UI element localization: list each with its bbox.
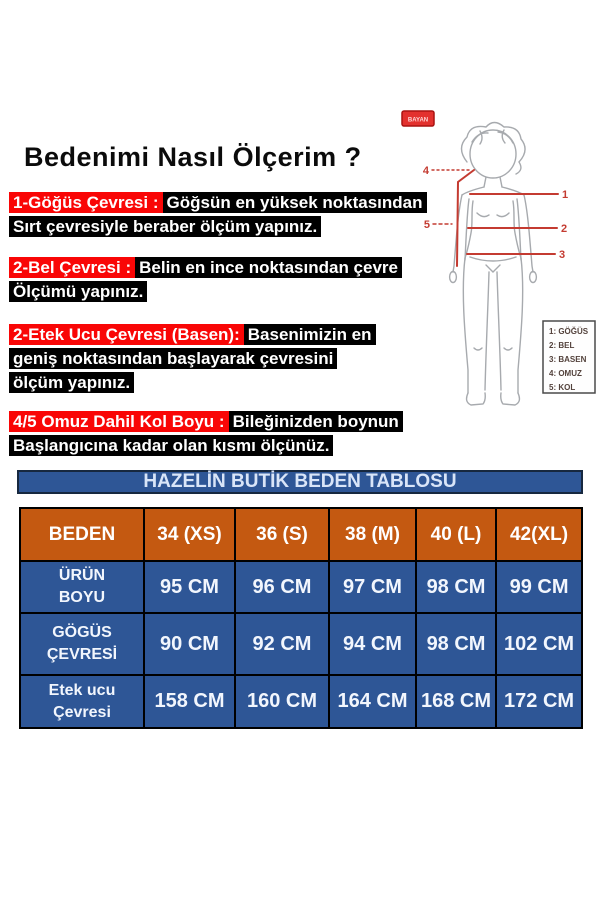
row-label: Etek ucu Çevresi: [20, 675, 144, 728]
instruction-line: [9, 324, 376, 345]
marker-3: 3: [559, 249, 566, 261]
size-table: [19, 507, 583, 729]
instruction-label: 2-Bel Çevresi :: [9, 257, 135, 278]
instruction-label: 4/5 Omuz Dahil Kol Boyu :: [9, 411, 229, 432]
size-cell: 168 CM: [416, 675, 496, 728]
instruction-text: ölçüm yapınız.: [9, 372, 134, 393]
instruction-line: [9, 257, 402, 278]
legend-item: 3: BASEN: [549, 355, 587, 364]
size-cell: 95 CM: [144, 561, 235, 613]
woman-outline-icon: [450, 123, 537, 406]
header-beden: BEDEN: [20, 508, 144, 561]
header-size-40: 40 (L): [416, 508, 496, 561]
instruction-text: Sırt çevresiyle beraber ölçüm yapınız.: [9, 216, 321, 237]
instruction-text: Ölçümü yapınız.: [9, 281, 147, 302]
size-cell: 98 CM: [416, 561, 496, 613]
row-urun-boyu: [20, 561, 582, 613]
legend-item: 2: BEL: [549, 341, 575, 350]
header-size-36: 36 (S): [235, 508, 329, 561]
bayan-badge: [402, 111, 434, 126]
size-cell: 96 CM: [235, 561, 329, 613]
instruction-line: [9, 372, 376, 393]
instruction-line: [9, 435, 403, 456]
legend-item: 5: KOL: [549, 383, 576, 392]
instruction-label: 2-Etek Ucu Çevresi (Basen):: [9, 324, 244, 345]
size-cell: 164 CM: [329, 675, 416, 728]
instruction-text: Bileğinizden boynun: [229, 411, 403, 432]
row-gogus-cevresi: [20, 613, 582, 675]
header-size-38: 38 (M): [329, 508, 416, 561]
instruction-kol-boyu: [9, 411, 403, 459]
instruction-text: geniş noktasından başlayarak çevresini: [9, 348, 337, 369]
size-cell: 102 CM: [496, 613, 582, 675]
svg-text:BAYAN: BAYAN: [407, 117, 429, 124]
marker-5: 5: [423, 219, 430, 231]
size-table-header-row: [20, 508, 582, 561]
instruction-line: [9, 192, 427, 213]
marker-4: 4: [422, 165, 429, 177]
page-title: Bedenimi Nasıl Ölçerim ?: [24, 142, 362, 172]
instruction-text: Göğsün en yüksek noktasından: [163, 192, 427, 213]
size-cell: 90 CM: [144, 613, 235, 675]
instruction-text: Başlangıcına kadar olan kısmı ölçünüz.: [9, 435, 333, 456]
marker-1: 1: [562, 189, 569, 201]
instruction-text: Basenimizin en: [244, 324, 376, 345]
size-cell: 94 CM: [329, 613, 416, 675]
row-etek-ucu-cevresi: [20, 675, 582, 728]
row-label: GÖGÜS ÇEVRESİ: [20, 613, 144, 675]
header-size-34: 34 (XS): [144, 508, 235, 561]
size-cell: 172 CM: [496, 675, 582, 728]
size-cell: 97 CM: [329, 561, 416, 613]
figure-legend: [543, 321, 595, 393]
size-table-title: HAZELİN BUTİK BEDEN TABLOSU: [17, 470, 583, 494]
legend-item: 4: OMUZ: [549, 369, 582, 378]
instruction-label: 1-Göğüs Çevresi :: [9, 192, 163, 213]
instruction-line: [9, 281, 402, 302]
measurement-numbers: [423, 165, 568, 261]
legend-item: 1: GÖĞÜS: [549, 327, 589, 336]
instruction-line: [9, 348, 376, 369]
size-cell: 99 CM: [496, 561, 582, 613]
size-cell: 98 CM: [416, 613, 496, 675]
instruction-text: Belin en ince noktasından çevre: [135, 257, 402, 278]
size-cell: 160 CM: [235, 675, 329, 728]
measurement-figure: [388, 100, 600, 420]
row-label: ÜRÜN BOYU: [20, 561, 144, 613]
size-cell: 158 CM: [144, 675, 235, 728]
instruction-gogus: [9, 192, 427, 240]
instruction-bel: [9, 257, 402, 305]
size-cell: 92 CM: [235, 613, 329, 675]
measurement-lines: [432, 170, 558, 266]
header-size-42: 42(XL): [496, 508, 582, 561]
instruction-line: [9, 216, 427, 237]
marker-2: 2: [561, 223, 568, 235]
instruction-etek-ucu: [9, 324, 376, 396]
instruction-line: [9, 411, 403, 432]
